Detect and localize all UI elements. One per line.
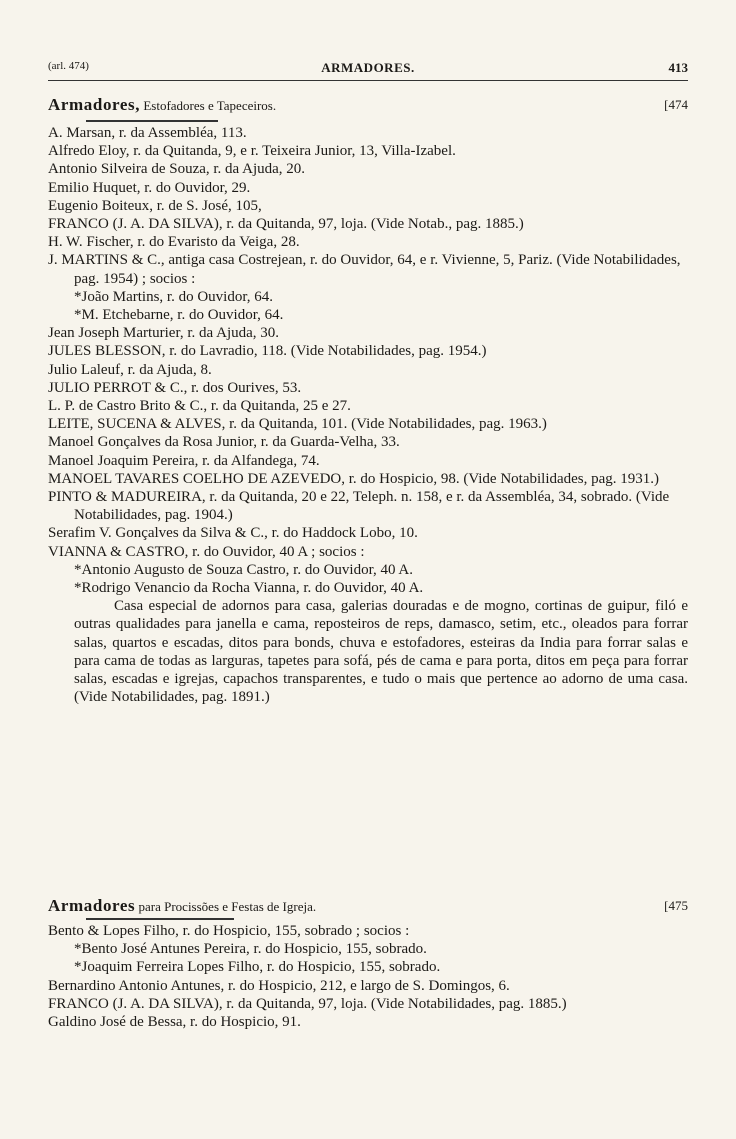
page-header — [48, 60, 688, 78]
partner-item: *João Martins, r. do Ouvidor, 64. — [74, 288, 273, 305]
section-475-underline — [86, 918, 234, 920]
list-item: LEITE, SUCENA & ALVES, r. da Quitanda, 101. (Vide Notabilidades, pag. 1963.) — [48, 416, 547, 433]
section-475-entries — [48, 922, 688, 1031]
partner-item: *Antonio Augusto de Souza Castro, r. do Ouvidor, 40 A. — [74, 561, 413, 578]
list-item: PINTO & MADUREIRA, r. da Quitanda, 20 e 22, Teleph. n. 158, e r. da Assembléa, 34, sobrado. (Vide Notabilidades, pag. 1904.) — [48, 489, 670, 524]
list-item: Manoel Gonçalves da Rosa Junior, r. da Guarda-Velha, 33. — [48, 434, 400, 451]
list-item: Emilio Huquet, r. do Ouvidor, 29. — [48, 179, 251, 196]
list-item: L. P. de Castro Brito & C., r. da Quitanda, 25 e 27. — [48, 398, 351, 415]
partner-item: *Rodrigo Venancio da Rocha Vianna, r. do Ouvidor, 40 A. — [74, 580, 424, 597]
section-474-entries — [48, 124, 688, 707]
section-474-number: [474 — [664, 97, 688, 112]
list-item: Jean Joseph Marturier, r. da Ajuda, 30. — [48, 325, 280, 342]
section-474-subtitle: Estofadores e Tapeceiros. — [143, 98, 277, 113]
list-item: MANOEL TAVARES COELHO DE AZEVEDO, r. do Hospicio, 98. (Vide Notabilidades, pag. 1931.) — [48, 470, 660, 487]
partner-item: *Bento José Antunes Pereira, r. do Hospicio, 155, sobrado. — [74, 941, 427, 958]
list-item: JULES BLESSON, r. do Lavradio, 118. (Vide Notabilidades, pag. 1954.) — [48, 343, 487, 360]
business-description — [48, 597, 688, 706]
header-rule — [48, 80, 688, 81]
section-474-heading — [48, 95, 688, 115]
running-title: ARMADORES. — [321, 60, 415, 75]
list-item: Manoel Joaquim Pereira, r. da Alfandega, 74. — [48, 452, 320, 469]
article-ref: (arl. 474) — [48, 60, 89, 72]
page-number: 413 — [668, 60, 688, 75]
list-item: A. Marsan, r. da Assembléa, 113. — [48, 125, 247, 141]
section-475-heading — [48, 896, 688, 916]
section-475-number: [475 — [664, 898, 688, 913]
list-item: Antonio Silveira de Souza, r. da Ajuda, 20. — [48, 161, 306, 178]
section-475-title: Armadores — [48, 896, 136, 915]
list-item: FRANCO (J. A. DA SILVA), r. da Quitanda, 97, loja. (Vide Notabilidades, pag. 1885.) — [48, 995, 567, 1012]
list-item: JULIO PERROT & C., r. dos Ourives, 53. — [48, 379, 302, 396]
list-item: Serafim V. Gonçalves da Silva & C., r. do Haddock Lobo, 10. — [48, 525, 418, 542]
list-item: Galdino José de Bessa, r. do Hospicio, 91. — [48, 1014, 301, 1031]
partner-item: *Joaquim Ferreira Lopes Filho, r. do Hospicio, 155, sobrado. — [74, 959, 441, 976]
partner-item: *M. Etchebarne, r. do Ouvidor, 64. — [74, 307, 284, 324]
list-item: FRANCO (J. A. DA SILVA), r. da Quitanda, 97, loja. (Vide Notab., pag. 1885.) — [48, 216, 524, 233]
section-475-subtitle: para Procissões e Festas de Igreja. — [138, 899, 317, 914]
list-item: Bento & Lopes Filho, r. do Hospicio, 155, sobrado ; socios : — [48, 923, 410, 939]
list-item: H. W. Fischer, r. do Evaristo da Veiga, 28. — [48, 234, 300, 251]
section-474-title: Armadores, — [48, 95, 141, 114]
list-item: J. MARTINS & C., antiga casa Costrejean, r. do Ouvidor, 64, e r. Vivienne, 5, Pariz. (Vide Notabilidades, pag. 1954) ; socios : — [48, 252, 681, 287]
description-text: Casa especial de adornos para casa, galerias douradas e de mogno, cortinas de guipur, filó e outras qualidades para janella e cama, reposteiros de reps, damasco, setim, etc., oleados para forrar salas, quartos e escadas, ditos para bonds, chuva e estofadores, esteiras da India para forrar salas e para cama de todas as larguras, tapetes para sofá, pés de cama e para porta, ditos em peça para forrar salas, escadas e igrejas, capachos transparentes, e tudo o mais que pertence ao adorno de uma casa. (Vide Notabilidades, pag. 1891.) — [74, 598, 688, 706]
list-item: Julio Laleuf, r. da Ajuda, 8. — [48, 361, 212, 378]
section-474-underline — [86, 120, 218, 122]
list-item: VIANNA & CASTRO, r. do Ouvidor, 40 A ; socios : — [48, 543, 365, 560]
list-item: Bernardino Antonio Antunes, r. do Hospicio, 212, e largo de S. Domingos, 6. — [48, 977, 510, 994]
list-item: Eugenio Boiteux, r. de S. José, 105, — [48, 197, 262, 214]
list-item: Alfredo Eloy, r. da Quitanda, 9, e r. Teixeira Junior, 13, Villa-Izabel. — [48, 143, 456, 160]
